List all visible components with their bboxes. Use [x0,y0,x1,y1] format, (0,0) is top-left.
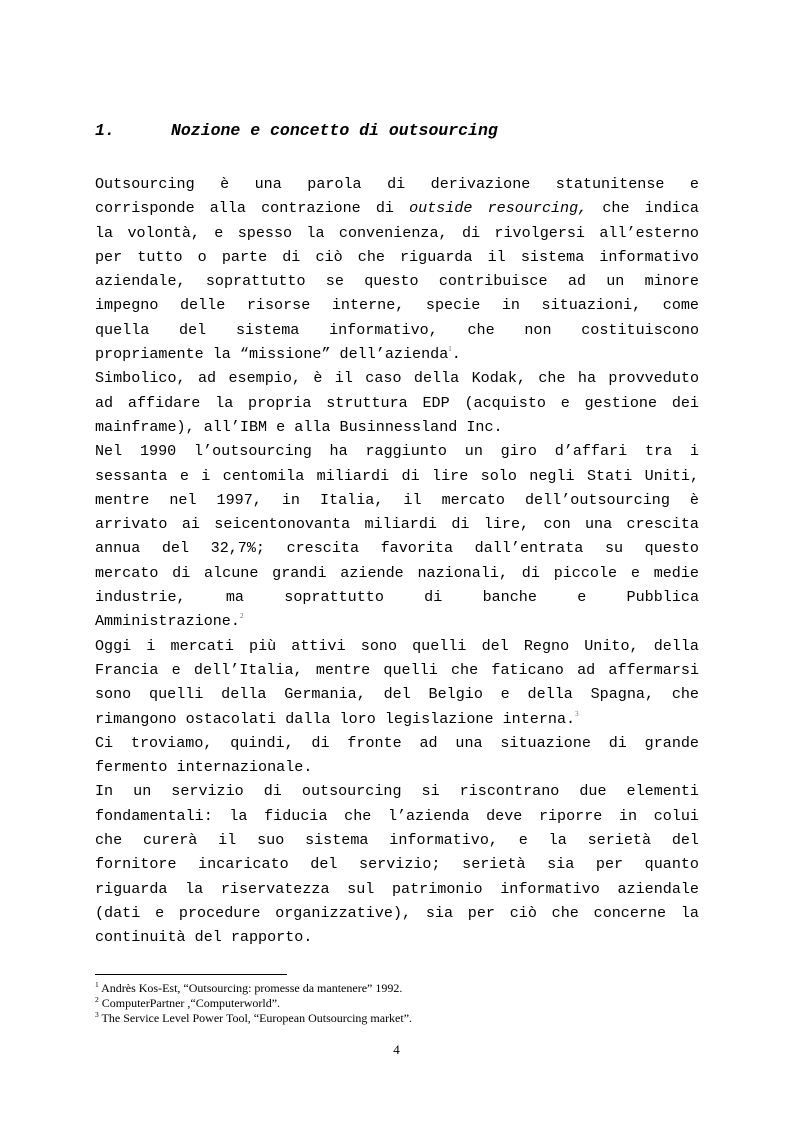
paragraph-line: Nel 1990 l’outsourcing ha raggiunto un giro d’affari tra i [95,442,699,461]
paragraph-line: per tutto o parte di ciò che riguarda il sistema informativo [95,247,699,266]
paragraph-line: fermento internazionale. [95,758,313,777]
paragraph-line: Outsourcing è una parola di derivazione statunitense e [95,175,699,193]
paragraph-line: fondamentali: la fiducia che l’azienda deve riporre in colui [95,806,699,825]
section-title: Nozione e concetto di outsourcing [171,121,498,140]
paragraph-line: mentre nel 1997, in Italia, il mercato dell’outsourcing è [95,490,699,509]
paragraph-line: arrivato ai seicentonovanta miliardi di lire, con una crescita [95,515,699,534]
line-text: rimangono ostacolati dalla loro legislazione interna. [95,709,576,728]
footnote-reference: 3 [575,709,579,718]
paragraph-line: Francia e dell’Italia, mentre quelli che faticano ad affermarsi [95,660,699,679]
paragraph-line: mainframe), all’IBM e alla Businnessland Inc. [95,417,503,436]
paragraph-line: la volontà, e spesso la convenienza, di rivolgersi all’esterno [95,223,699,242]
footnote-mark: 1 [95,980,99,989]
paragraph-line: In un servizio di outsourcing si riscontrano due elementi [95,782,699,801]
footnote-reference: 2 [239,612,244,621]
paragraph-line [95,707,699,731]
paragraph-line: ad affidare la propria struttura EDP (acquisto e gestione dei [95,393,699,412]
paragraph-line: che curerà il suo sistema informativo, e la serietà del [95,831,699,850]
footnote-text: The Service Level Power Tool, “European Outsourcing market”. [101,1010,413,1025]
paragraph-line: annua del 32,7%; crescita favorita dall’entrata su questo [95,539,699,558]
line-text: propriamente la “missione” dell’azienda [95,345,449,364]
section-heading [95,121,498,140]
footnote-text: Andrès Kos-Est, “Outsourcing: promesse da mantenere” 1992. [101,981,403,995]
footnote [95,996,715,1011]
line-text: . [451,345,461,364]
paragraph-line: mercato di alcune grandi aziende nazionali, di piccole e medie [95,563,699,582]
footnote-mark: 3 [95,1009,99,1019]
body-text [95,172,699,950]
paragraph-line: Ci troviamo, quindi, di fronte ad una situazione di grande [95,733,699,752]
footnote-separator [95,974,287,975]
paragraph-line: quella del sistema informativo, che non costituiscono [95,320,699,339]
footnotes [95,981,715,1025]
italic-term: outside resourcing, [409,199,588,218]
paragraph-line: riguarda la riservatezza sul patrimonio informativo aziendale [95,879,699,898]
footnote [95,981,715,996]
paragraph-line: (dati e procedure organizzative), sia per ciò che concerne la [95,903,699,922]
paragraph-line: sono quelli della Germania, del Belgio e della Spagna, che [95,685,699,704]
line-text: Amministrazione. [95,612,240,631]
line-text: corrisponde alla contrazione di [95,199,410,218]
paragraph-line [95,196,699,220]
section-number: 1. [95,121,115,140]
footnote-reference: 1 [448,345,452,354]
footnote-mark: 2 [95,994,99,1004]
paragraph-line: industrie, ma soprattutto di banche e Pubblica [95,588,699,607]
paragraph-line: Oggi i mercati più attivi sono quelli del Regno Unito, della [95,636,699,655]
paragraph-line [95,609,699,633]
paragraph-line: fornitore incaricato del servizio; serietà sia per quanto [95,855,699,874]
line-text: che indica [587,199,699,218]
paragraph-line: impegno delle risorse interne, specie in situazioni, come [95,296,699,315]
paragraph-line: sessanta e i centomila miliardi di lire solo negli Stati Uniti, [95,466,699,485]
paragraph-line: Simbolico, ad esempio, è il caso della Kodak, che ha provveduto [95,369,699,388]
paragraph-line: aziendale, soprattutto se questo contribuisce ad un minore [95,272,699,291]
paragraph-line: continuità del rapporto. [95,928,313,947]
paragraph-line [95,342,699,366]
page-number: 4 [393,1042,400,1057]
footnote [95,1011,715,1026]
footnote-text: ComputerPartner ,“Computerworld”. [101,995,281,1010]
